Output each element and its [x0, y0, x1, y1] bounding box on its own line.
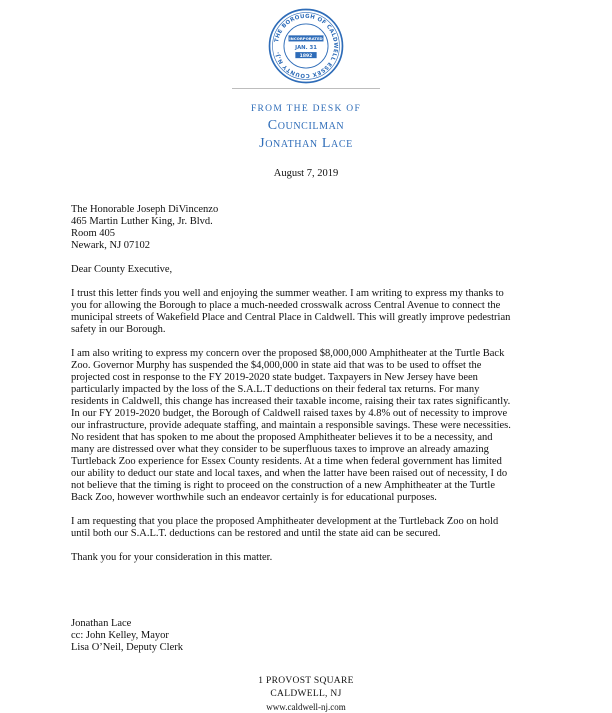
paragraph-line: Thank you for your consideration in this matter.	[71, 552, 273, 563]
seal-incorporated: INCORPORATED	[289, 36, 323, 42]
letterhead-divider	[232, 88, 380, 89]
paragraph-line: residents in Caldwell, this change has increased their taxable income, raising their tax rates significantly.	[71, 396, 511, 407]
seal-date: JAN. 31	[295, 45, 317, 52]
letterhead-title-line2: Jonathan Lace	[259, 136, 353, 151]
paragraph-line: many are distressed over what they consider to be superfluous taxes to improve an already amazing	[71, 444, 489, 455]
footer-address-line1: 1 PROVOST SQUARE	[258, 676, 354, 686]
paragraph-line: projected cost in response to the FY 2019-2020 state budget. Taxpayers in New Jersey have been	[71, 372, 478, 383]
footer-address-line2: CALDWELL, NJ	[270, 689, 342, 699]
footer-website: www.caldwell-nj.com	[266, 702, 346, 712]
paragraph-line: our infrastructure, provide adequate staffing, and maintain a responsible savings. These were necessities.	[71, 420, 511, 431]
paragraph-line: I trust this letter finds you well and enjoying the summer weather. I am writing to express my thanks to	[71, 288, 504, 299]
recipient-room: Room 405	[71, 228, 116, 239]
paragraph-line: our ability to deduct our state and local taxes, and when the latter have been raised out of necessity, I do	[71, 468, 508, 479]
cc-line-1: cc: John Kelley, Mayor	[71, 630, 169, 641]
paragraph-amphitheater-concern	[71, 348, 541, 504]
borough-seal	[268, 8, 344, 84]
paragraph-line: Back Zoo, however worthwhile such an endeavor certainly is for educational purposes.	[71, 492, 437, 503]
paragraph-line: Turtleback Zoo experience for Essex County residents. At a time when federal government has limited	[71, 456, 502, 467]
recipient-address	[71, 204, 541, 252]
paragraph-line: Zoo. Governor Murphy has suspended the $4,000,000 in state aid that was to be used to offset the	[71, 360, 482, 371]
seal-ring-text: THE BOROUGH OF CALDWELL ESSEX COUNTY N.J.	[274, 13, 339, 79]
paragraph-line: particularly impacted by the loss of the S.A.L.T deductions on their federal tax returns. For many	[71, 384, 480, 395]
cc-line-2: Lisa O’Neil, Deputy Clerk	[71, 642, 183, 653]
salutation: Dear County Executive,	[71, 264, 173, 275]
letterhead-title-line1: Councilman	[267, 118, 345, 133]
paragraph-request	[71, 516, 541, 540]
paragraph-line: In our FY 2019-2020 budget, the Borough of Caldwell raised taxes by 4.8% out of necessity to improve	[71, 408, 508, 419]
paragraph-line: I am also writing to express my concern over the proposed $8,000,000 Amphitheater at the Turtle Back	[71, 348, 505, 359]
seal-year: 1892	[299, 53, 313, 59]
paragraph-line: safety in our Borough.	[71, 324, 166, 335]
recipient-name: The Honorable Joseph DiVincenzo	[71, 204, 219, 215]
paragraph-line: until both our S.A.L.T. deductions can be restored and until the state aid can be secured.	[71, 528, 441, 539]
signature-name: Jonathan Lace	[71, 618, 132, 629]
paragraph-line: municipal streets of Wakefield Place and Central Place in Caldwell. This will greatly improve pedestrian	[71, 312, 511, 323]
signature-block	[71, 618, 541, 654]
paragraph-closing	[71, 552, 541, 564]
paragraph-line: you for allowing the Borough to place a much-needed crosswalk across Central Avenue to connect the	[71, 300, 501, 311]
from-desk-label: FROM THE DESK OF	[250, 104, 362, 114]
paragraph-line: not believe that the timing is right to proceed on the construction of a new Amphitheater at the Turtle	[71, 480, 495, 491]
paragraph-line: No resident that has spoken to me about the proposed Amphitheater believes it to be a necessity, and	[71, 432, 493, 443]
paragraph-thanks	[71, 288, 541, 336]
recipient-street: 465 Martin Luther King, Jr. Blvd.	[71, 216, 213, 227]
paragraph-line: I am requesting that you place the proposed Amphitheater development at the Turtleback Zoo on hold	[71, 516, 499, 527]
letter-date: August 7, 2019	[273, 168, 339, 179]
recipient-city: Newark, NJ 07102	[71, 240, 151, 251]
